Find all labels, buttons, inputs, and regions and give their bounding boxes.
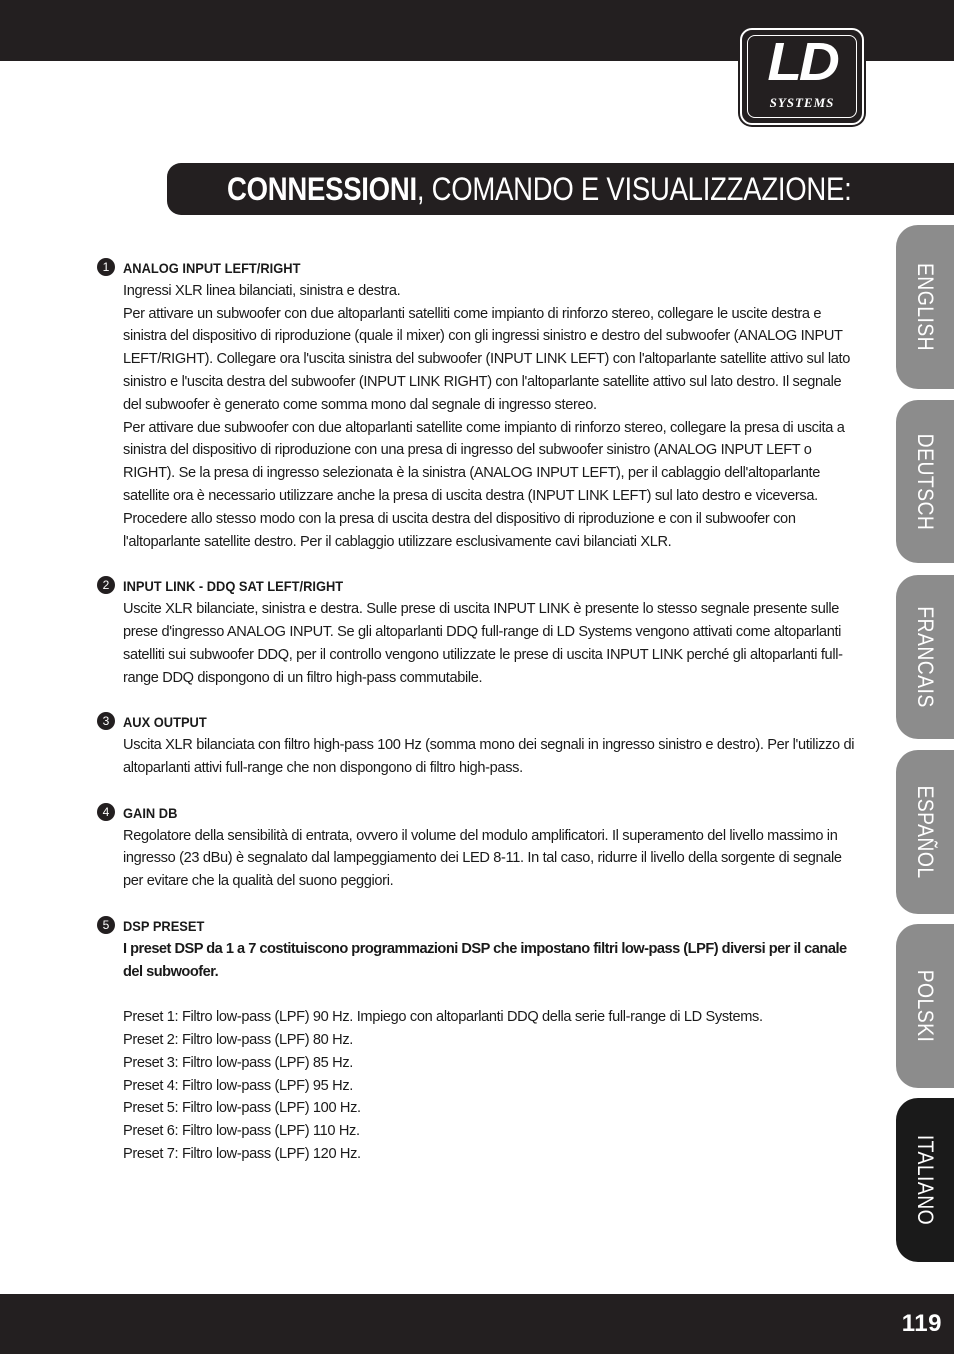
- paragraph: Ingressi XLR linea bilanciati, sinistra e destra.: [123, 282, 401, 299]
- preset-line: Preset 2: Filtro low-pass (LPF) 80 Hz.: [123, 1031, 353, 1048]
- tab-espanol-label: ESPAÑOL: [913, 785, 938, 879]
- bottom-bar: [0, 1294, 954, 1354]
- tab-italiano-label: ITALIANO: [913, 1134, 938, 1226]
- tab-polski-label: POLSKI: [913, 969, 938, 1043]
- preset-line: Preset 4: Filtro low-pass (LPF) 95 Hz.: [123, 1077, 353, 1094]
- preset-line: Preset 6: Filtro low-pass (LPF) 110 Hz.: [123, 1123, 360, 1140]
- section-2: [92, 575, 862, 689]
- paragraph: Uscite XLR bilanciate, sinistra e destra. Sulle prese di uscita INPUT LINK è presente lo stesso segnale presente sulle prese d'ingresso ANALOG INPUT. Se gli altoparlanti DDQ full-range di LD Systems vengono attivati come altoparlanti satelliti sui subwoofer DDQ, per il controllo vengono utilizzate le prese di uscita INPUT LINK perché gli altoparlanti full-range DDQ dispongono di un filtro high-pass commutabile.: [123, 601, 843, 686]
- section-4: [92, 802, 862, 893]
- section-3: [92, 711, 862, 779]
- tab-english[interactable]: [896, 225, 954, 389]
- section-heading: AUX OUTPUT: [123, 714, 207, 731]
- spacer: [123, 983, 862, 1006]
- section-title-bar: [167, 163, 954, 215]
- number-badge-3: 3: [97, 712, 115, 730]
- tab-deutsch-label: DEUTSCH: [913, 433, 938, 530]
- section-heading: ANALOG INPUT LEFT/RIGHT: [123, 260, 301, 276]
- tab-francais[interactable]: [896, 575, 954, 739]
- page-number: 119: [901, 1310, 942, 1337]
- ld-systems-logo: [740, 28, 864, 125]
- section-1: [92, 257, 862, 553]
- title-bold: CONNESSIONI: [227, 171, 417, 207]
- section-heading: GAIN DB: [123, 804, 178, 821]
- document-body: [92, 257, 862, 1188]
- tab-deutsch[interactable]: [896, 400, 954, 563]
- tab-francais-label: FRANCAIS: [913, 606, 938, 708]
- number-badge-4: 4: [97, 803, 115, 821]
- tab-polski[interactable]: [896, 924, 954, 1088]
- number-badge-5: 5: [97, 916, 115, 934]
- paragraph: Per attivare un subwoofer con due altoparlanti satelliti come impianto di rinforzo stereo, collegare le uscite destra e sinistra del dispositivo di riproduzione (quale il mixer) con gli ingressi sinistro e destro del subwoofer (ANALOG INPUT LEFT/RIGHT). Collegare ora l'uscita sinistra del subwoofer (INPUT LINK LEFT) con l'altoparlante satellite attivo sul lato sinistro e l'uscita destra del subwoofer (INPUT LINK RIGHT) con l'altoparlante satellite attivo sul lato destro. Il segnale del subwoofer è generato come somma mono dal segnale di ingresso stereo.: [123, 305, 850, 413]
- paragraph: Regolatore della sensibilità di entrata, ovvero il volume del modulo amplificatori. Il superamento del livello massimo in ingresso (23 dBu) è segnalato dal lampeggiamento dei LED 8-11. In tal caso, ridurre il livello della sorgente di segnale per evitare che la qualità del suono peggiori.: [123, 827, 842, 890]
- number-badge-1: 1: [97, 258, 115, 276]
- preset-intro: I preset DSP da 1 a 7 costituiscono programmazioni DSP che impostano filtri low-pass (LPF) diversi per il canale del subwoofer.: [123, 940, 847, 980]
- preset-line: Preset 3: Filtro low-pass (LPF) 85 Hz.: [123, 1054, 353, 1071]
- tab-italiano[interactable]: [896, 1098, 954, 1262]
- section-heading: DSP PRESET: [123, 917, 205, 934]
- section-5: [92, 915, 862, 1166]
- page-title: [227, 169, 852, 209]
- preset-line: Preset 7: Filtro low-pass (LPF) 120 Hz.: [123, 1145, 361, 1162]
- preset-line: Preset 1: Filtro low-pass (LPF) 90 Hz. Impiego con altoparlanti DDQ della serie full-range di LD Systems.: [123, 1009, 763, 1026]
- preset-line: Preset 5: Filtro low-pass (LPF) 100 Hz.: [123, 1100, 361, 1117]
- paragraph: Per attivare due subwoofer con due altoparlanti satellite come impianto di rinforzo stereo, collegare la presa di uscita a sinistra del dispositivo di riproduzione con una presa di ingresso del subwoofer sinistro (ANALOG INPUT LEFT o RIGHT). Se la presa di ingresso selezionata è la sinistra (ANALOG INPUT LEFT), per il cablaggio dell'altoparlante satellite ora è necessario utilizzare anche la presa di uscita destra (INPUT LINK LEFT) sul lato destro e viceversa. Procedere allo stesso modo con la presa di uscita destra del dispositivo di riproduzione e con il subwoofer con l'altoparlante satellite destro. Per il cablaggio utilizzare esclusivamente cavi bilanciati XLR.: [123, 419, 845, 550]
- logo-subtitle: SYSTEMS: [769, 95, 835, 110]
- tab-english-label: ENGLISH: [913, 262, 938, 352]
- paragraph: Uscita XLR bilanciata con filtro high-pass 100 Hz (somma mono dei segnali in ingresso sinistro e destro). Per l'utilizzo di altoparlanti attivi full-range che non dispongono di filtro high-pass.: [123, 737, 855, 776]
- section-heading: INPUT LINK - DDQ SAT LEFT/RIGHT: [123, 578, 344, 595]
- number-badge-2: 2: [97, 576, 115, 594]
- title-rest: , COMANDO E VISUALIZZAZIONE:: [416, 171, 852, 207]
- tab-espanol[interactable]: [896, 750, 954, 914]
- logo-brand: LD: [767, 32, 837, 92]
